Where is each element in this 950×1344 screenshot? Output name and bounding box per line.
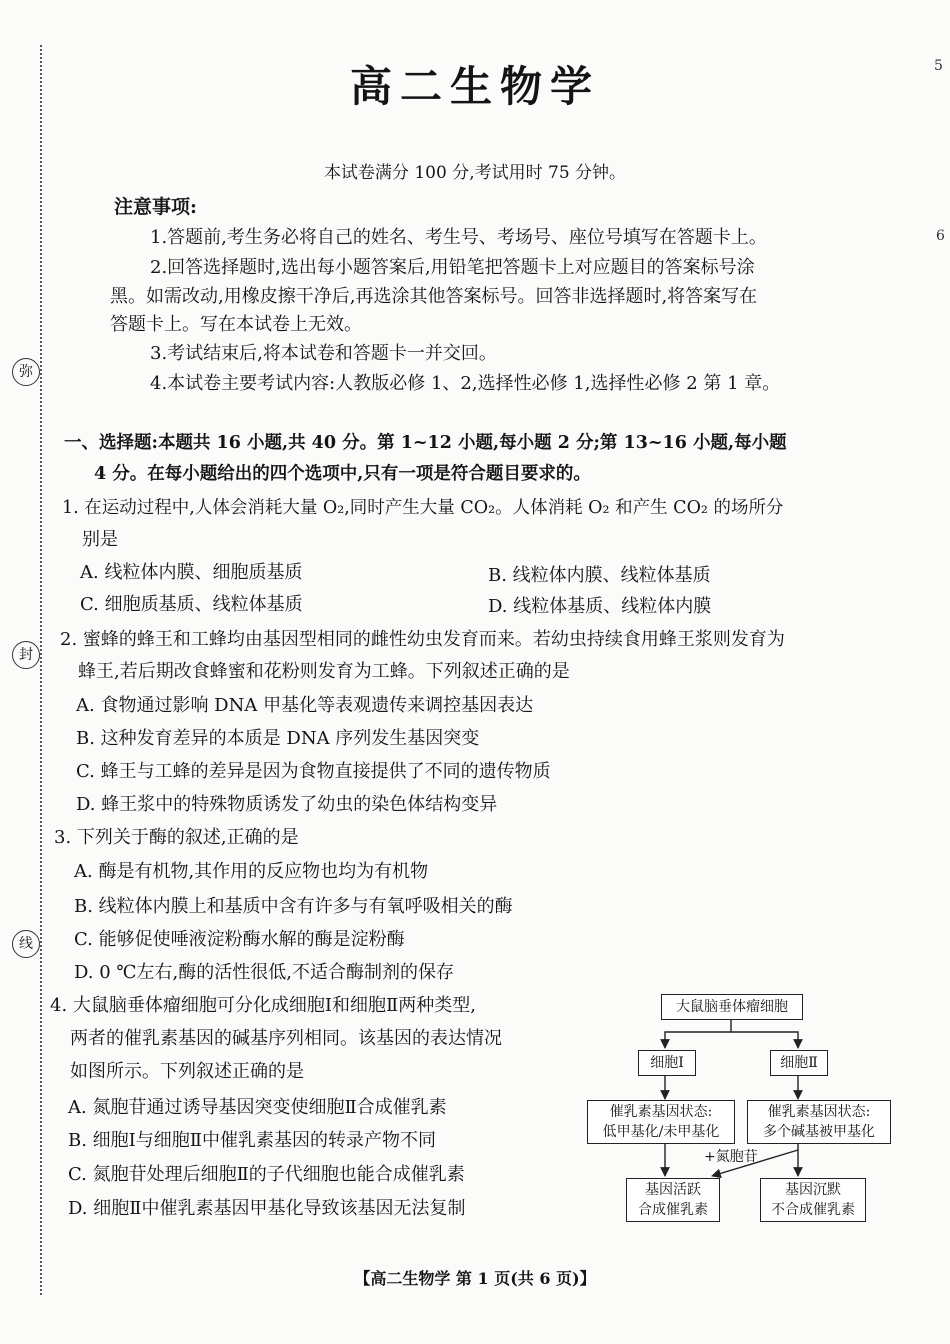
- section-heading-cont: 4 分。在每小题给出的四个选项中,只有一项是符合题目要求的。: [94, 464, 591, 484]
- q2-option-d: D. 蜂王浆中的特殊物质诱发了幼虫的染色体结构变异: [76, 794, 498, 815]
- flowchart-state1-line: 催乳素基因状态:: [609, 1104, 713, 1120]
- flowchart-state2-line: 多个碱基被甲基化: [763, 1124, 875, 1140]
- section-heading: 一、选择题:本题共 16 小题,共 40 分。第 1~12 小题,每小题 2 分;第 13~16 小题,每小题: [64, 433, 787, 453]
- flowchart-state1: [587, 1100, 735, 1144]
- flowchart-result2-line: 不合成催乳素: [771, 1202, 855, 1218]
- notice-line: 2.回答选择题时,选出每小题答案后,用铅笔把答题卡上对应题目的答案标号涂: [150, 257, 755, 278]
- q4-option-b: B. 细胞Ⅰ与细胞Ⅱ中催乳素基因的转录产物不同: [68, 1130, 437, 1151]
- flowchart-root: [661, 994, 803, 1020]
- q2-option-b: B. 这种发育差异的本质是 DNA 序列发生基因突变: [76, 728, 480, 749]
- q3-option-d: D. 0 ℃左右,酶的活性很低,不适合酶制剂的保存: [74, 962, 454, 983]
- edge-mark-top: 5: [934, 58, 943, 74]
- q3-stem: 3. 下列关于酶的叙述,正确的是: [54, 827, 299, 848]
- notice-heading: 注意事项:: [114, 196, 198, 218]
- flowchart-result1-line: 基因活跃: [645, 1182, 701, 1198]
- q1-option-d: D. 线粒体基质、线粒体内膜: [488, 596, 712, 617]
- notice-line: 答题卡上。写在本试卷上无效。: [110, 314, 362, 335]
- page-title: 高二生物学: [349, 62, 600, 111]
- q1-stem: 1. 在运动过程中,人体会消耗大量 O₂,同时产生大量 CO₂。人体消耗 O₂ 和产生 CO₂ 的场所分: [62, 498, 784, 518]
- q2-stem: 2. 蜜蜂的蜂王和工蜂均由基因型相同的雌性幼虫发育而来。若幼虫持续食用蜂王浆则发育为: [60, 629, 785, 650]
- q4-stem-cont: 如图所示。下列叙述正确的是: [70, 1061, 304, 1082]
- q1-option-b: B. 线粒体内膜、线粒体基质: [488, 565, 711, 586]
- q3-option-c: C. 能够促使唾液淀粉酶水解的酶是淀粉酶: [74, 929, 405, 950]
- notice-line: 黑。如需改动,用橡皮擦干净后,再选涂其他答案标号。回答非选择题时,将答案写在: [110, 286, 758, 307]
- q4-option-d: D. 细胞Ⅱ中催乳素基因甲基化导致该基因无法复制: [68, 1198, 466, 1219]
- score-info: 本试卷满分 100 分,考试用时 75 分钟。: [323, 163, 627, 183]
- flowchart-cell1-label: 细胞Ⅰ: [650, 1055, 684, 1071]
- flowchart-state2-line: 催乳素基因状态:: [767, 1104, 871, 1120]
- q2-option-a: A. 食物通过影响 DNA 甲基化等表观遗传来调控基因表达: [76, 695, 534, 716]
- flowchart-result2: [760, 1178, 866, 1222]
- seal-xian: 线: [12, 930, 40, 958]
- q3-option-b: B. 线粒体内膜上和基质中含有许多与有氧呼吸相关的酶: [74, 896, 513, 917]
- seal-feng: 封: [12, 641, 40, 669]
- q4-option-c: C. 氮胞苷处理后细胞Ⅱ的子代细胞也能合成催乳素: [68, 1164, 465, 1185]
- flowchart-root-label: 大鼠脑垂体瘤细胞: [676, 999, 788, 1015]
- q4-stem-cont: 两者的催乳素基因的碱基序列相同。该基因的表达情况: [70, 1028, 502, 1049]
- notice-line: 1.答题前,考生务必将自己的姓名、考生号、考场号、座位号填写在答题卡上。: [150, 227, 767, 248]
- flowchart-result1: [626, 1178, 720, 1222]
- flowchart-state2: [747, 1100, 891, 1144]
- flowchart-cell2-label: 细胞Ⅱ: [780, 1055, 818, 1071]
- edge-mark-mid: 6: [936, 228, 945, 244]
- flowchart-state1-line: 低甲基化/未甲基化: [602, 1124, 720, 1140]
- notice-line: 4.本试卷主要考试内容:人教版必修 1、2,选择性必修 1,选择性必修 2 第 1 章。: [150, 373, 781, 394]
- q2-option-c: C. 蜂王与工蜂的差异是因为食物直接提供了不同的遗传物质: [76, 761, 551, 782]
- q2-stem-cont: 蜂王,若后期改食蜂蜜和花粉则发育为工蜂。下列叙述正确的是: [78, 661, 570, 682]
- flowchart-cell2: [770, 1050, 828, 1076]
- notice-line: 3.考试结束后,将本试卷和答题卡一并交回。: [150, 343, 497, 364]
- q1-option-a: A. 线粒体内膜、细胞质基质: [80, 562, 303, 583]
- seal-mi: 弥: [12, 358, 40, 386]
- flowchart-result2-line: 基因沉默: [785, 1182, 841, 1198]
- q3-option-a: A. 酶是有机物,其作用的反应物也均为有机物: [74, 861, 429, 882]
- flowchart-treatment-label: +氮胞苷: [704, 1149, 758, 1165]
- q1-option-c: C. 细胞质基质、线粒体基质: [80, 594, 303, 615]
- q4-option-a: A. 氮胞苷通过诱导基因突变使细胞Ⅱ合成催乳素: [68, 1097, 447, 1118]
- q1-stem-cont: 别是: [82, 529, 118, 550]
- flowchart-cell1: [638, 1050, 696, 1076]
- q4-stem: 4. 大鼠脑垂体瘤细胞可分化成细胞Ⅰ和细胞Ⅱ两种类型,: [50, 995, 476, 1016]
- page-footer: 【高二生物学 第 1 页(共 6 页)】: [354, 1269, 596, 1288]
- flowchart-result1-line: 合成催乳素: [638, 1202, 708, 1218]
